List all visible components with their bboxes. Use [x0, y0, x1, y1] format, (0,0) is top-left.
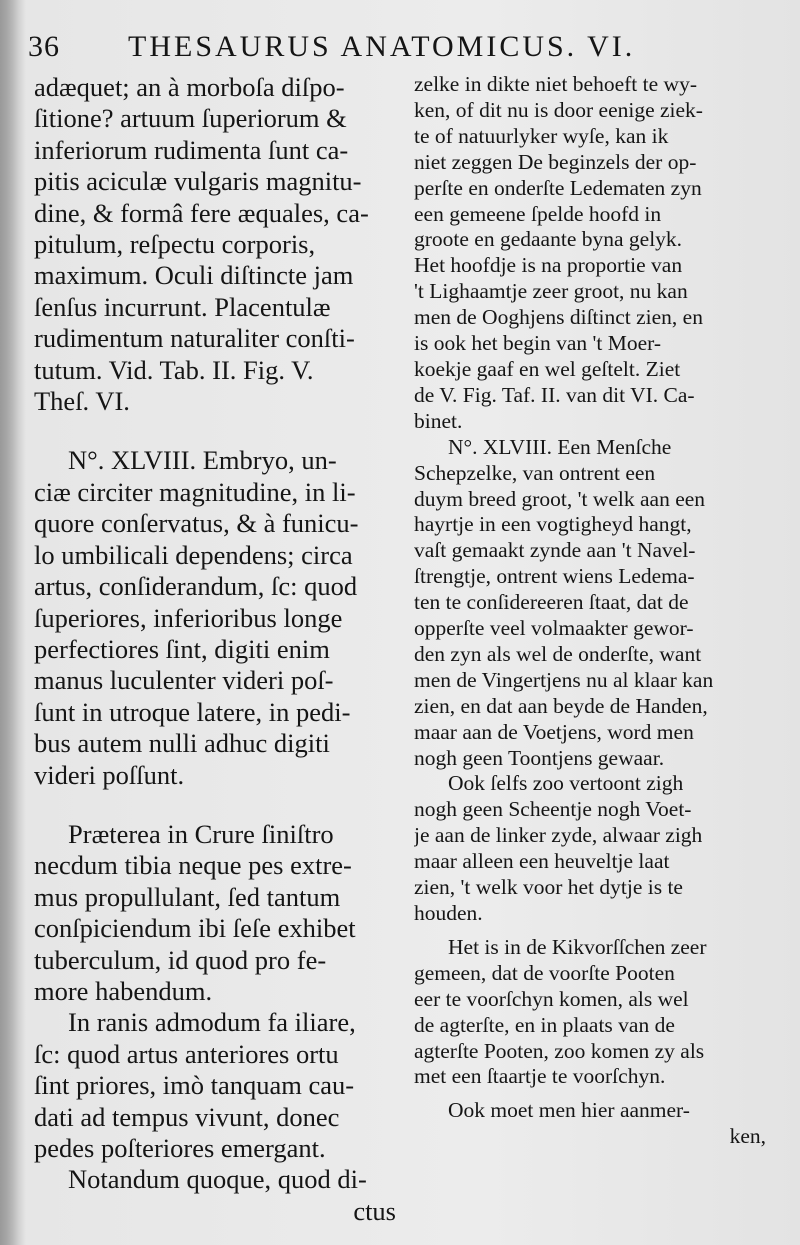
latin-text-line: necdum tibia neque pes extre- — [34, 850, 352, 881]
dutch-text-line: te of natuurlyker wyſe, kan ik — [414, 123, 669, 148]
dutch-text-line: een gemeene ſpelde hoofd in — [414, 201, 662, 226]
dutch-text-line: vaſt gemaakt zynde aan 't Navel- — [414, 538, 696, 563]
dutch-text-line: gemeen, dat de voorſte Pooten — [414, 960, 675, 985]
dutch-text-line: nogh geen Scheentje nogh Voet- — [414, 797, 692, 822]
latin-text-line: artus, conſiderandum, ſc: quod — [34, 571, 358, 602]
dutch-text-line: nogh geen Toontjens gewaar. — [414, 745, 665, 770]
dutch-text-line: binet. — [414, 408, 463, 433]
latin-text-line: inferiorum rudimenta ſunt ca- — [34, 134, 349, 165]
latin-text-line: ſc: quod artus anteriores ortu — [34, 1038, 339, 1069]
latin-text-line: ſitione? artuum ſuperiorum & — [34, 103, 347, 134]
dutch-text-line: agterſte Pooten, zoo komen zy als — [414, 1038, 705, 1063]
latin-text-line: pitis aciculæ vulgaris magnitu- — [34, 166, 362, 197]
latin-text-line: dati ad tempus vivunt, donec — [34, 1101, 340, 1132]
latin-text-line: more habendum. — [34, 975, 213, 1006]
dutch-text-line: men de Vingertjens nu al klaar kan — [414, 667, 714, 692]
dutch-text-line: perſte en onderſte Ledematen zyn — [414, 175, 702, 200]
dutch-text-line: ken, — [729, 1124, 766, 1149]
dutch-text-line: duym breed groot, 't welk aan een — [414, 486, 706, 511]
dutch-text-line: de agterſte, en in plaats van de — [414, 1012, 675, 1037]
latin-paragraph-gap — [34, 417, 396, 445]
dutch-paragraph-gap — [414, 927, 766, 935]
running-title: THESAURUS ANATOMICUS. VI. — [128, 30, 636, 63]
latin-text-line: Notandum quoque, quod di- — [68, 1164, 367, 1195]
dutch-text-line: maar aan de Voetjens, word men — [414, 719, 694, 744]
latin-text-line: rudimentum naturaliter conſti- — [34, 323, 355, 354]
latin-text-line: Præterea in Crure ſiniſtro — [68, 818, 334, 849]
dutch-text-line: niet zeggen De beginzels der op- — [414, 149, 697, 174]
dutch-text-line: N°. XLVIII. Een Menſche — [448, 434, 672, 459]
dutch-text-line: is ook het begin van 't Moer- — [414, 331, 662, 356]
latin-text-line: pedes poſteriores emergant. — [34, 1133, 326, 1163]
dutch-text-line: Ook moet men hier aanmer- — [448, 1098, 690, 1123]
dutch-text-line: ken, of dit nu is door eenige ziek- — [414, 97, 703, 122]
latin-text-line: ſenſus incurrunt. Placentulæ — [34, 291, 331, 322]
dutch-text-line: zien, 't welk voor het dytje is te — [414, 875, 683, 900]
latin-text-line: dine, & formâ fere æquales, ca- — [34, 197, 369, 228]
dutch-text-line: Ook ſelfs zoo vertoont zigh — [448, 771, 684, 796]
latin-text-line: bus autem nulli adhuc digiti — [34, 728, 330, 759]
latin-text-line: tuberculum, id quod pro fe- — [34, 944, 327, 975]
latin-paragraph-gap — [34, 791, 396, 819]
latin-text-line: videri poſſunt. — [34, 759, 185, 790]
dutch-text-line: koekje gaaf en wel geſtelt. Ziet — [414, 356, 681, 381]
dutch-text-line: Het is in de Kikvorſſchen zeer — [448, 934, 707, 959]
dutch-text-line: maar alleen een heuveltje laat — [414, 849, 670, 874]
latin-text-line: maximum. Oculi diſtincte jam — [34, 260, 354, 291]
dutch-text-line: ſtrengtje, ontrent wiens Ledema- — [414, 564, 695, 589]
dutch-text-line: Het hoofdje is na proportie van — [414, 253, 683, 278]
latin-column — [34, 72, 396, 1232]
latin-text-line: quore conſervatus, & à funicu- — [34, 508, 359, 539]
latin-text-line: Theſ. VI. — [34, 386, 130, 417]
dutch-text-line: de V. Fig. Taf. II. van dit VI. Ca- — [414, 382, 695, 407]
dutch-text-line: men de Ooghjens diſtinct zien, en — [414, 305, 703, 330]
latin-text-line: manus luculenter videri poſ- — [34, 665, 334, 696]
dutch-text-line: Schepzelke, van ontrent een — [414, 460, 656, 485]
dutch-text-line: den zyn als wel de onderſte, want — [414, 641, 702, 666]
dutch-text-line: zien, en dat aan beyde de Handen, — [414, 693, 708, 718]
latin-text-line: ſuperiores, inferioribus longe — [34, 602, 343, 633]
gutter-shadow — [0, 0, 26, 1245]
dutch-text-line: met een ſtaartje te voorſchyn. — [414, 1064, 666, 1089]
dutch-paragraph-gap — [414, 1090, 766, 1098]
dutch-text-line: houden. — [414, 901, 483, 925]
latin-text-line: conſpiciendum ibi ſeſe exhibet — [34, 913, 356, 944]
latin-text-line: lo umbilicali dependens; circa — [34, 539, 353, 570]
latin-text-line: mus propullulant, ſed tantum — [34, 881, 341, 912]
latin-text-line: pitulum, reſpectu corporis, — [34, 229, 316, 260]
latin-text-line: ciæ circiter magnitudine, in li- — [34, 476, 356, 507]
dutch-text-line: zelke in dikte niet behoeft te wy- — [414, 72, 697, 96]
dutch-text-line: 't Lighaamtje zeer groot, nu kan — [414, 279, 688, 304]
latin-text-line: ſint priores, imò tanquam cau- — [34, 1070, 355, 1101]
dutch-text-line: opperſte veel volmaakter gewor- — [414, 616, 694, 641]
dutch-text-line: ten te conſidereeren ſtaat, dat de — [414, 590, 689, 615]
latin-text-line: adæquet; an à morboſa diſpo- — [34, 72, 345, 102]
latin-text-line: In ranis admodum fa iliare, — [68, 1007, 356, 1038]
latin-text-line: perfectiores ſint, digiti enim — [34, 633, 330, 664]
latin-text-line: ctus — [353, 1195, 396, 1226]
dutch-text-line: je aan de linker zyde, alwaar zigh — [414, 823, 703, 848]
latin-text-line: tutum. Vid. Tab. II. Fig. V. — [34, 354, 314, 385]
latin-text-line: ſunt in utroque latere, in pedi- — [34, 696, 351, 727]
dutch-text-line: groote en gedaante byna gelyk. — [414, 227, 683, 252]
dutch-column — [414, 72, 766, 1232]
page-number: 36 — [28, 30, 60, 63]
dutch-text-line: eer te voorſchyn komen, als wel — [414, 986, 689, 1011]
page-header — [28, 24, 788, 64]
latin-text-line: N°. XLVIII. Embryo, un- — [68, 445, 337, 476]
dutch-text-line: hayrtje in een vogtigheyd hangt, — [414, 512, 692, 537]
